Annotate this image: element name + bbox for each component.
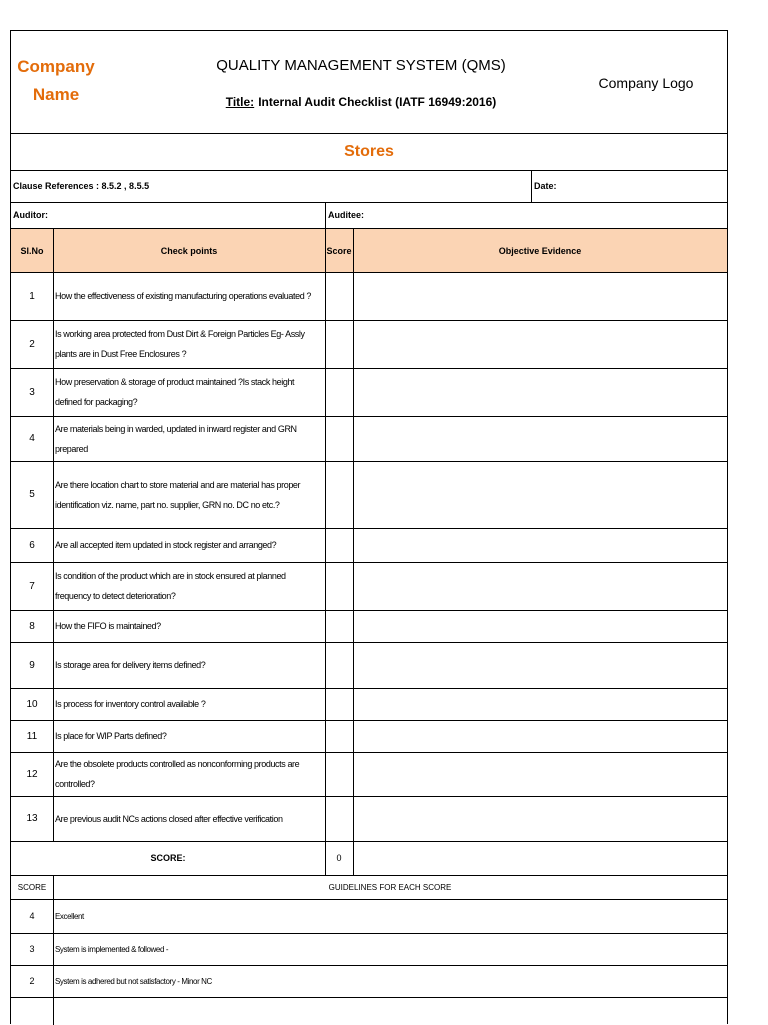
- objective-evidence-cell[interactable]: [353, 796, 727, 841]
- section-title: Stores: [344, 143, 394, 160]
- objective-evidence-cell[interactable]: [353, 688, 727, 720]
- check-point-text: Is place for WIP Parts defined?: [55, 731, 167, 741]
- objective-evidence-cell[interactable]: [353, 272, 727, 320]
- table-row: [11, 320, 727, 368]
- score-cell[interactable]: [325, 368, 353, 416]
- guideline-score: 2: [29, 976, 35, 986]
- row-number: 13: [26, 813, 38, 824]
- row-number: 2: [29, 338, 35, 350]
- clause-references: Clause References : 8.5.2 , 8.5.5: [13, 181, 150, 191]
- document-title: [161, 91, 561, 113]
- row-number: 5: [29, 489, 35, 500]
- table-row: [11, 752, 727, 796]
- company-logo: Company Logo: [598, 75, 694, 91]
- check-point-text: How the FIFO is maintained?: [55, 621, 161, 631]
- system-title: QUALITY MANAGEMENT SYSTEM (QMS): [216, 56, 506, 74]
- guideline-text: System is adhered but not satisfactory - Minor NC: [55, 976, 212, 986]
- company-name-line2: Name: [32, 85, 80, 104]
- guidelines-score-header: SCORE: [17, 882, 47, 892]
- check-point-text: Are previous audit NCs actions closed after effective verification: [55, 813, 283, 824]
- table-row: [11, 416, 727, 461]
- check-point-text: How the effectiveness of existing manufacturing operations evaluated ?: [55, 291, 312, 301]
- objective-evidence-cell[interactable]: [353, 562, 727, 610]
- row-number: 8: [29, 620, 35, 632]
- guideline-text: Excellent: [55, 911, 84, 921]
- objective-evidence-cell[interactable]: [353, 720, 727, 752]
- table-row: [11, 720, 727, 752]
- row-number: 6: [29, 539, 35, 551]
- score-cell[interactable]: [325, 416, 353, 461]
- check-point-text: How preservation & storage of product maintained ?Is stack height defined for packaging?: [55, 377, 295, 407]
- company-name-line1: Company: [17, 57, 95, 76]
- check-point-text: Is process for inventory control available ?: [55, 699, 206, 709]
- check-point-text: Is condition of the product which are in stock ensured at planned frequency to detect deterioration?: [55, 571, 286, 601]
- table-row: [11, 610, 727, 642]
- row-number: 9: [29, 659, 35, 671]
- guideline-score: 3: [29, 944, 35, 954]
- row-number: 11: [26, 730, 38, 742]
- table-row: [11, 642, 727, 688]
- check-point-text: Are the obsolete products controlled as nonconforming products are controlled?: [55, 759, 300, 789]
- score-cell[interactable]: [325, 320, 353, 368]
- score-total-value: 0: [336, 853, 342, 863]
- auditee-label: Auditee:: [328, 210, 364, 220]
- check-point-text: Is working area protected from Dust Dirt & Foreign Particles Eg- Assly plants are in Dust Free Enclosures ?: [55, 329, 305, 359]
- score-cell[interactable]: [325, 752, 353, 796]
- col-objective-evidence: Objective Evidence: [498, 245, 582, 256]
- check-point-text: Are all accepted item updated in stock register and arranged?: [55, 540, 277, 550]
- score-cell[interactable]: [325, 562, 353, 610]
- check-point-text: Is storage area for delivery items defined?: [55, 660, 206, 670]
- table-row: [11, 528, 727, 562]
- objective-evidence-cell[interactable]: [353, 752, 727, 796]
- score-cell[interactable]: [325, 796, 353, 841]
- score-cell[interactable]: [325, 642, 353, 688]
- row-number: 7: [29, 580, 35, 592]
- objective-evidence-cell[interactable]: [353, 528, 727, 562]
- objective-evidence-cell[interactable]: [353, 461, 727, 528]
- guideline-text: System is implemented & followed -: [55, 944, 169, 954]
- score-cell[interactable]: [325, 688, 353, 720]
- table-row: [11, 796, 727, 841]
- row-number: 12: [26, 768, 38, 780]
- col-check-points: Check points: [160, 245, 218, 256]
- table-row: [11, 562, 727, 610]
- objective-evidence-cell[interactable]: [353, 320, 727, 368]
- table-row: [11, 461, 727, 528]
- col-score: Score: [326, 245, 352, 256]
- row-number: 1: [29, 290, 35, 302]
- auditor-label: Auditor:: [13, 210, 48, 220]
- row-number: 3: [29, 386, 35, 398]
- row-number: 4: [29, 433, 35, 444]
- score-cell[interactable]: [325, 461, 353, 528]
- check-point-text: Are materials being in warded, updated in inward register and GRN prepared: [55, 423, 297, 454]
- check-point-text: Are there location chart to store material and are material has proper identification viz. name, part no. supplier, GRN no. DC no etc.?: [55, 479, 301, 510]
- table-row: [11, 272, 727, 320]
- guideline-score: 4: [29, 911, 35, 921]
- objective-evidence-cell[interactable]: [353, 610, 727, 642]
- objective-evidence-cell[interactable]: [353, 368, 727, 416]
- guidelines-header: GUIDELINES FOR EACH SCORE: [328, 882, 452, 892]
- company-name: [11, 51, 101, 111]
- audit-checklist-sheet: [10, 30, 728, 1024]
- table-row: [11, 688, 727, 720]
- row-number: 10: [26, 698, 38, 710]
- title-text: Internal Audit Checklist (IATF 16949:2016): [258, 95, 497, 109]
- col-slno: Sl.No: [20, 245, 44, 256]
- score-cell[interactable]: [325, 610, 353, 642]
- objective-evidence-cell[interactable]: [353, 642, 727, 688]
- title-label: Title:: [225, 95, 255, 109]
- objective-evidence-cell[interactable]: [353, 416, 727, 461]
- score-total-label: SCORE:: [150, 853, 186, 863]
- score-cell[interactable]: [325, 720, 353, 752]
- date-label: Date:: [534, 181, 557, 191]
- score-cell[interactable]: [325, 272, 353, 320]
- score-cell[interactable]: [325, 528, 353, 562]
- table-row: [11, 368, 727, 416]
